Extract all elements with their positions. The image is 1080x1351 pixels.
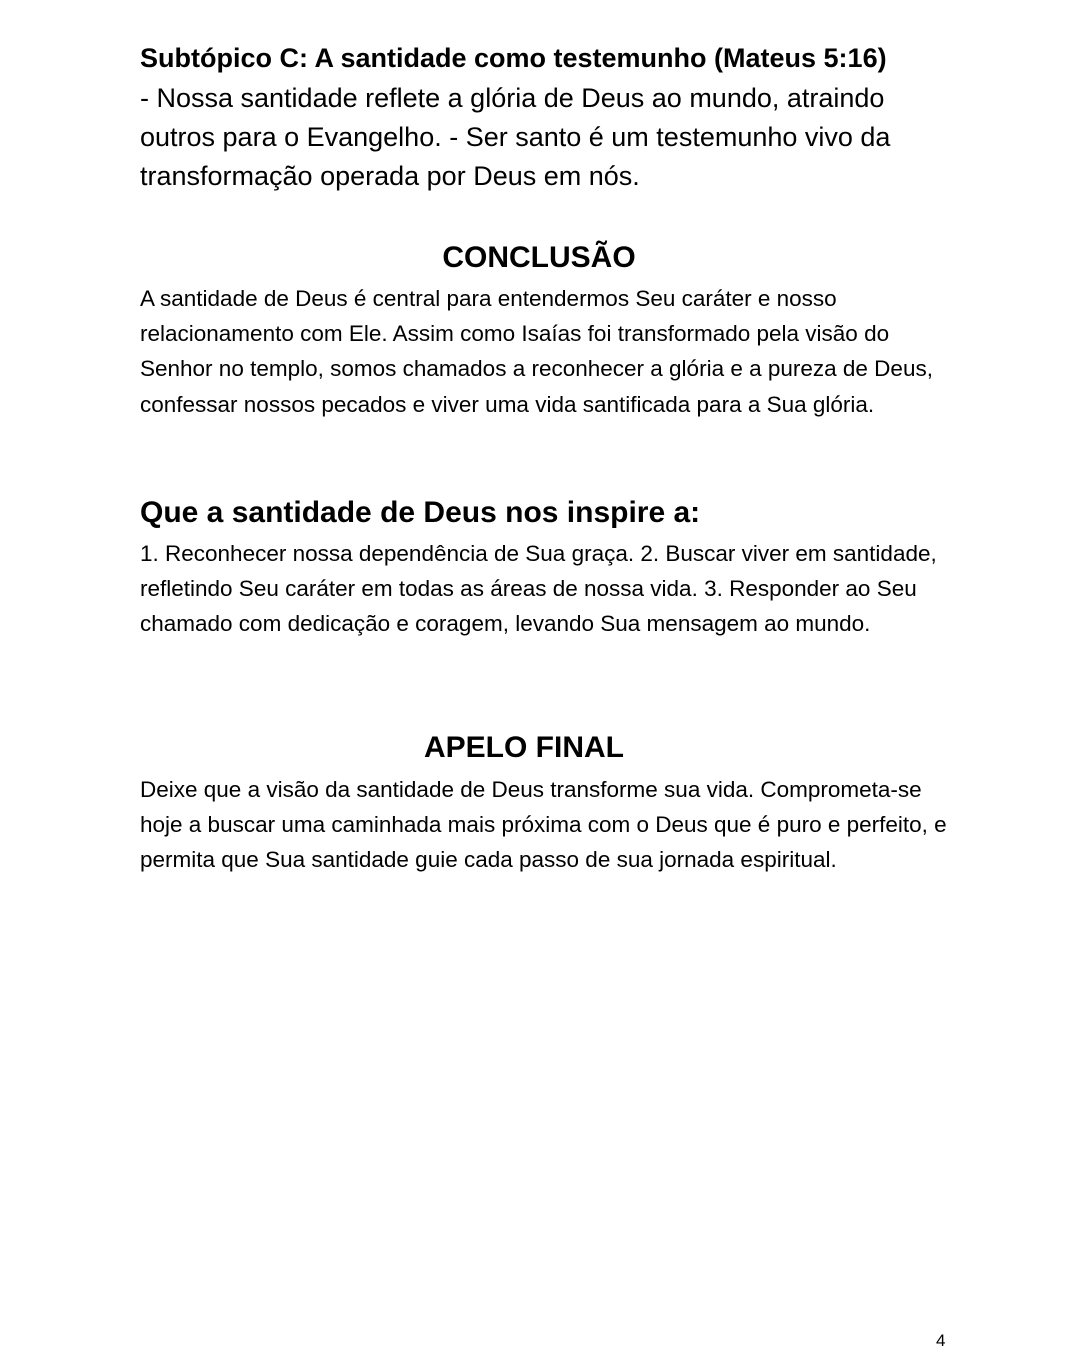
conclusion-title: CONCLUSÃO: [442, 241, 636, 274]
page-number: 4: [936, 1331, 946, 1350]
inspire-body: 1. Reconhecer nossa dependência de Sua graça. 2. Buscar viver em santidade, refletindo Seu caráter em todas as áreas de nossa vida. 3. Responder ao Seu chamado com dedicação e coragem, levando Sua mensagem ao mundo.: [140, 541, 937, 637]
subtopic-body: - Nossa santidade reflete a glória de Deus ao mundo, atraindo outros para o Evangelho. - Ser santo é um testemunho vivo da transformação operada por Deus em nós.: [140, 83, 891, 191]
conclusion-body: A santidade de Deus é central para entendermos Seu caráter e nosso relacionamento com Ele. Assim como Isaías foi transformado pela visão do Senhor no templo, somos chamados a reconhecer a glória e a pureza de Deus, confessar nossos pecados e viver uma vida santificada para a Sua glória.: [140, 286, 933, 417]
final-appeal-body: Deixe que a visão da santidade de Deus transforme sua vida. Comprometa-se hoje a buscar uma caminhada mais próxima com o Deus que é puro e perfeito, e permita que Sua santidade guie cada passo de sua jornada espiritual.: [140, 777, 947, 873]
final-appeal-title: APELO FINAL: [424, 731, 624, 764]
inspire-heading: Que a santidade de Deus nos inspire a:: [140, 496, 701, 529]
subtopic-heading: Subtópico C: A santidade como testemunho (Mateus 5:16): [140, 43, 887, 73]
